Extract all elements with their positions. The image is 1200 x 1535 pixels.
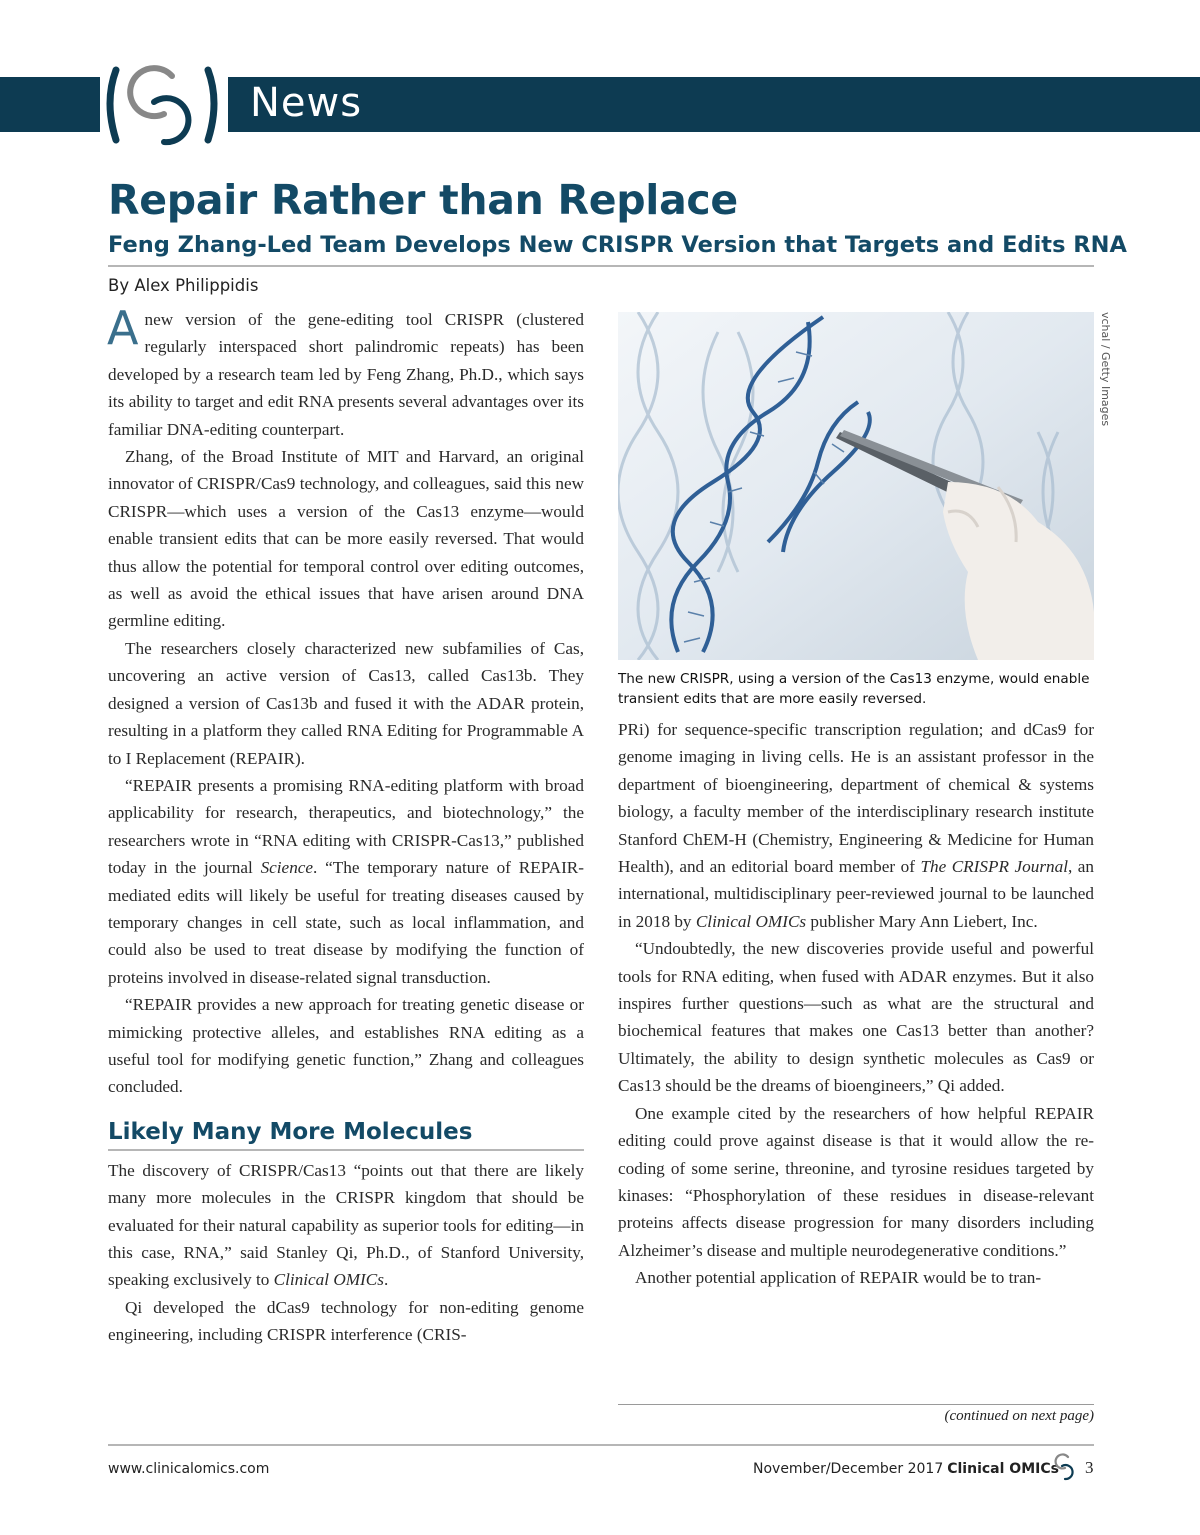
paragraph-8: PRi) for sequence-specific transcription regulation; and dCas9 for genome imaging in living cells. He is an assistant professor in the department of bioengineering, department of chemical & systems biology, a faculty member of the interdisciplinary research institute Stanford ChEM-H (Chemistry, Engineering & Medicine for Human Health), and an editorial board member of The CRISPR Journal, an international, multidisciplinary peer-reviewed journal to be launched in 2018 by Clinical OMICs publisher Mary Ann Liebert, Inc. [618, 720, 1095, 931]
dna-editing-photo [618, 312, 1094, 660]
paragraph-10: One example cited by the researchers of how helpful REPAIR editing could prove against disease is that it would allow the re-coding of some serine, threonine, and tyrosine residues targeted by kinases: “Phosphorylation of these residues in disease-relevant proteins affects disease progression for many disorders including Alzheimer’s disease and multiple neurodegenerative conditions.” [618, 1103, 1094, 1260]
right-column [618, 716, 1094, 1292]
footer-divider [108, 1444, 1094, 1446]
figure-caption: The new CRISPR, using a version of the Cas13 enzyme, would enable transient edits that are more easily reversed. [618, 671, 1090, 707]
byline: By Alex Philippidis [108, 276, 259, 295]
paragraph-11: Another potential application of REPAIR would be to tran- [635, 1268, 1042, 1288]
continued-divider [618, 1404, 1094, 1405]
footer-publication: Clinical OMICs [947, 1461, 1059, 1477]
journal-name-crispr: The CRISPR Journal [920, 857, 1068, 877]
footer-url: www.clinicalomics.com [108, 1461, 270, 1477]
paragraph-5: “REPAIR provides a new approach for treating genetic disease or mimicking protective alleles, and establishes RNA editing as a useful tool for modifying genetic function,” Zhang and colleagues concluded. [108, 995, 584, 1097]
drop-cap: A [107, 301, 139, 355]
paragraph-2: Zhang, of the Broad Institute of MIT and Harvard, an original innovator of CRISPR/Cas9 technology, and colleagues, said this new CRISPR—which uses a version of the Cas13 enzyme—would enable transient edits that can be more easily reversed. That would thus allow the potential for temporal control over editing outcomes, as well as avoid the ethical issues that have arisen around DNA germline editing. [108, 447, 584, 631]
publication-name: Clinical OMICs [273, 1270, 384, 1290]
page-number: 3 [1085, 1458, 1094, 1477]
publication-name-2: Clinical OMICs [695, 911, 807, 931]
journal-name: Science [260, 858, 314, 878]
photo-credit: vchal / Getty Images [1099, 312, 1112, 427]
paragraph-9: “Undoubtedly, the new discoveries provide useful and powerful tools for RNA editing, when fused with ADAR enzymes. But it also inspires further questions—such as what are the structural and biochemical features that makes one Cas13 better than another? Ultimately, the ability to design synthetic molecules as Cas9 or Cas13 should be the dreams of bioengineers,” Qi added. [618, 939, 1094, 1096]
article-subtitle: Feng Zhang-Led Team Develops New CRISPR Version that Targets and Edits RNA [108, 232, 1127, 258]
paragraph-7: Qi developed the dCas9 technology for non-editing genome engineering, including CRISPR interference (CRIS- [108, 1297, 584, 1345]
paragraph-6: The discovery of CRISPR/Cas13 “points out that there are likely many more molecules in the CRISPR kingdom that should be evaluated for their natural capability as superior tools for editing—in this case, RNA,” said Stanley Qi, Ph.D., of Stanford University, speaking exclusively to Clinical OMICs. [108, 1160, 584, 1290]
footer-issue: November/December 2017 Clinical OMICs [753, 1461, 1059, 1477]
paragraph-1: A new version of the gene-editing tool CRISPR (clustered regularly interspaced short palindromic repeats) has been developed by a research team led by Feng Zhang, Ph.D., which says its ability to target and edit RNA presents several advantages over its familiar DNA-editing counterpart. [107, 301, 584, 439]
continued-note: (continued on next page) [944, 1408, 1094, 1424]
clinical-omics-logo-icon [102, 62, 222, 148]
paragraph-4: “REPAIR presents a promising RNA-editing platform with broad applicability for research, therapeutics, and biotechnology,” the researchers wrote in “RNA editing with CRISPR-Cas13,” published today in the journal Science. “The temporary nature of REPAIR-mediated edits will likely be useful for treating diseases caused by temporary changes in cell state, such as local inflammation, and could also be used to treat disease by modifying the function of proteins involved in disease-related signal transduction. [108, 775, 584, 987]
section-label: News [250, 80, 363, 126]
left-column [107, 301, 584, 1349]
article-title: Repair Rather than Replace [108, 176, 738, 224]
clinical-omics-small-logo-icon [1050, 1453, 1078, 1481]
paragraph-3: The researchers closely characterized new subfamilies of Cas, uncovering an active version of Cas13, called Cas13b. They designed a version of Cas13b and fused it with the ADAR protein, resulting in a platform they called RNA Editing for Programmable A to I Replacement (REPAIR). [108, 638, 584, 768]
subtitle-divider [108, 265, 1094, 267]
section-heading: Likely Many More Molecules [108, 1117, 584, 1151]
